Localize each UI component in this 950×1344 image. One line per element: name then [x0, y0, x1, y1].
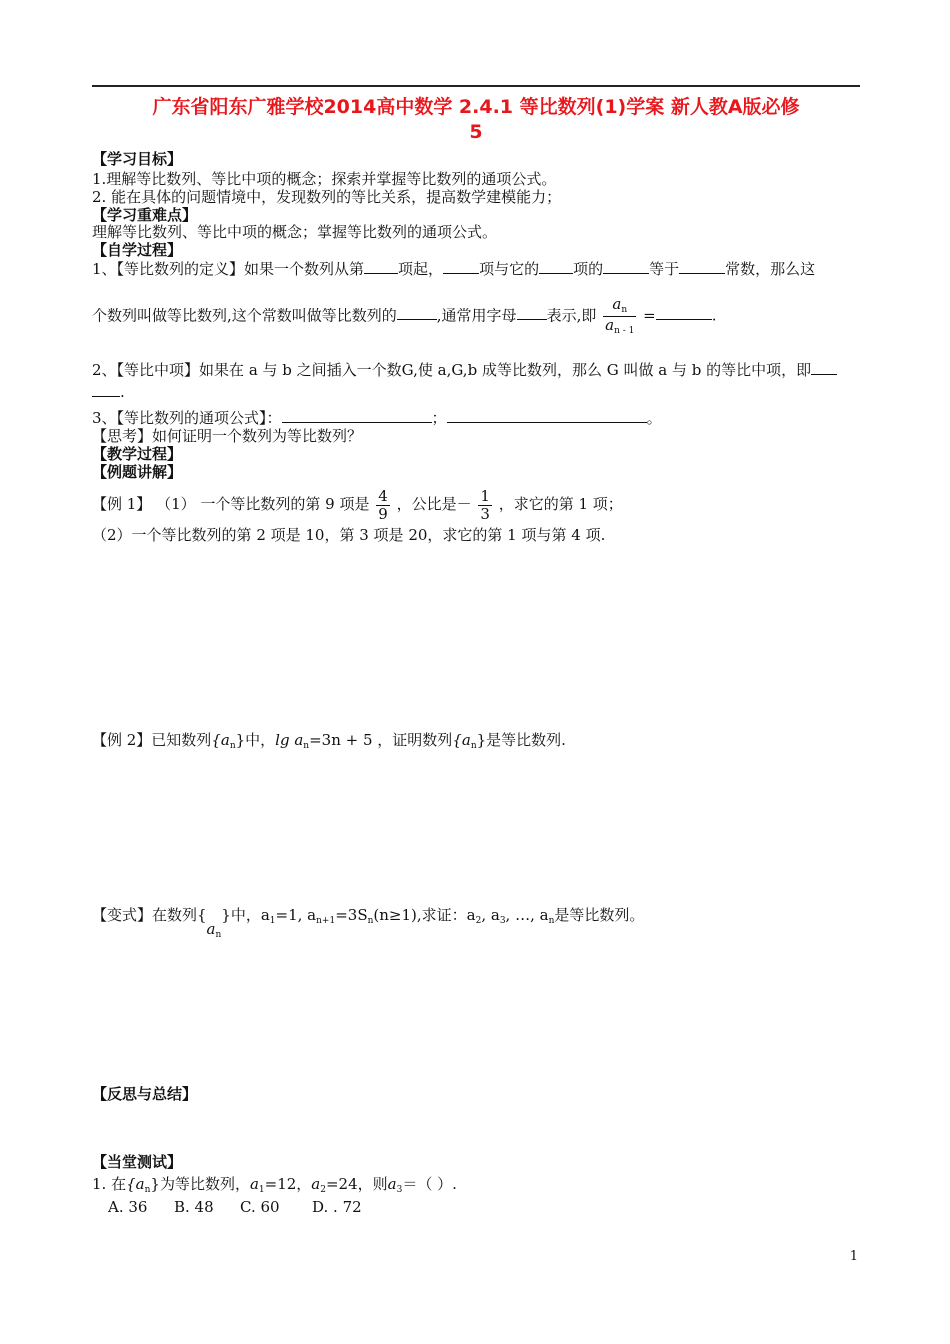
blank[interactable] — [656, 305, 712, 320]
variant-exercise: 【变式】在数列$\{a_n\}$中，$a_1=1$, $a_{n+1}=3S_n(n\ge 1)$,求证：$a_2$, $a_3$, …, $a_n$是等比数列。 — [92, 906, 645, 940]
page-title-continued: 5 — [469, 121, 483, 143]
blank[interactable] — [364, 259, 398, 274]
fraction-four-ninths: $\frac{4}{9}$ — [378, 487, 388, 523]
page-title: 广东省阳东广雅学校2014高中数学 2.4.1 等比数列(1)学案 新人教A版必修 — [152, 96, 800, 118]
option-b[interactable]: B. 48 — [174, 1198, 214, 1216]
blank[interactable] — [603, 259, 649, 274]
option-a[interactable]: A. 36 — [108, 1198, 148, 1216]
blank[interactable] — [92, 382, 120, 397]
think-question: 【思考】如何证明一个数列为等比数列？ — [92, 427, 363, 445]
question-1-line1: 1、【等比数列的定义】如果一个数列从第 项起， 项与它的 项的 等于 常数，那么这 — [92, 260, 816, 278]
blank[interactable] — [539, 259, 573, 274]
page-number: 1 — [849, 1249, 858, 1264]
option-d[interactable]: D. . 72 — [312, 1198, 362, 1216]
blank[interactable] — [811, 360, 837, 375]
key-text: 理解等比数列、等比中项的概念；掌握等比数列的通项公式。 — [92, 223, 498, 241]
question-1-line2: 个数列叫做等比数列,这个常数叫做等比数列的 ,通常用字母 表示,即 $\frac{a_n}{a_{n - 1}}$ = . — [92, 295, 717, 336]
blank[interactable] — [679, 259, 725, 274]
question-2-line1: 2、【等比中项】如果在 a 与 b 之间插入一个数G,使 a,G,b 成等比数列，那么 G 叫做 a 与 b 的等比中项，即 — [92, 360, 837, 379]
blank[interactable] — [447, 408, 647, 423]
example-1-part-2: （2）一个等比数列的第 2 项是 10，第 3 项是 20，求它的第 1 项与第 4 项. — [92, 526, 606, 544]
question-2-line2: . — [92, 382, 125, 401]
blank[interactable] — [397, 305, 437, 320]
self-study-heading: 【自学过程】 — [92, 241, 183, 259]
goal-2: 2. 能在具体的问题情境中，发现数列的等比关系，提高数学建模能力； — [92, 188, 562, 206]
fraction-one-third: $\frac{1}{3}$ — [480, 487, 490, 523]
blank[interactable] — [517, 305, 547, 320]
reflection-heading: 【反思与总结】 — [92, 1085, 198, 1103]
ratio-fraction: $\frac{a_n}{a_{n - 1}}$ — [605, 295, 635, 336]
example-1: 【例 1】 （1） 一个等比数列的第 9 项是 $\frac{4}{9}$ ，公比是－ $\frac{1}{3}$ ，求它的第 1 项； — [92, 487, 623, 523]
header-rule — [92, 85, 860, 87]
key-heading: 【学习重难点】 — [92, 206, 198, 224]
test-question-1: 1. 在$\{a_n\}$为等比数列，$a_1=12$，$a_2=24$，则$a_3=$（ ）. — [92, 1175, 457, 1195]
example-2: 【例 2】已知数列$\{a_n\}$中，$\lg a_n=3n + 5$ ，证明数列$\{a_n\}$是等比数列. — [92, 731, 566, 751]
answer-options — [108, 1198, 362, 1216]
blank[interactable] — [443, 259, 479, 274]
goals-heading: 【学习目标】 — [92, 150, 183, 168]
goal-1: 1.理解等比数列、等比中项的概念；探索并掌握等比数列的通项公式。 — [92, 170, 557, 188]
blank[interactable] — [282, 408, 432, 423]
teaching-heading: 【教学过程】 — [92, 445, 183, 463]
option-c[interactable]: C. 60 — [240, 1198, 280, 1216]
question-3: 3、【等比数列的通项公式】： ； 。 — [92, 409, 662, 427]
examples-heading: 【例题讲解】 — [92, 463, 183, 481]
test-heading: 【当堂测试】 — [92, 1153, 183, 1171]
